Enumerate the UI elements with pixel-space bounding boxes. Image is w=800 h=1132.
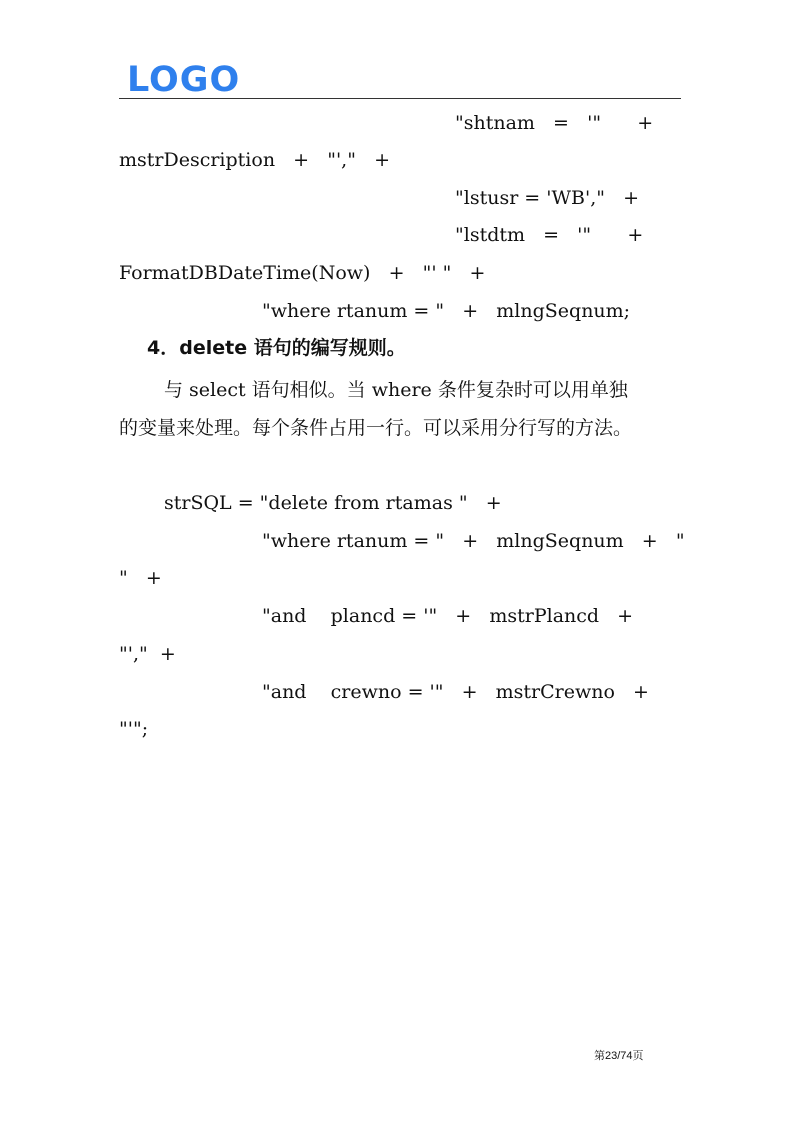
page-number: 第23/74页 <box>594 1050 644 1062</box>
code-line: "where rtanum = " + mlngSeqnum + " <box>262 530 685 552</box>
code-line: strSQL = "delete from rtamas " + <box>164 492 502 514</box>
code-line: " + <box>119 567 162 589</box>
code-line: "'," + <box>119 643 176 665</box>
section-heading: 4．delete 语句的编写规则。 <box>147 337 406 359</box>
code-line: "and crewno = '" + mstrCrewno + <box>262 681 649 703</box>
code-line: "and plancd = '" + mstrPlancd + <box>262 605 634 627</box>
code-line: mstrDescription + "'," + <box>119 149 391 171</box>
code-line: "lstdtm = '" + <box>455 224 644 246</box>
paragraph-line: 与 select 语句相似。当 where 条件复杂时可以用单独 <box>164 379 628 401</box>
paragraph-line: 的变量来处理。每个条件占用一行。可以采用分行写的方法。 <box>119 417 633 439</box>
code-line: "lstusr = 'WB'," + <box>455 187 640 209</box>
code-line: FormatDBDateTime(Now) + "' " + <box>119 262 486 284</box>
code-line: "'"; <box>119 718 149 740</box>
code-line: "shtnam = '" + <box>455 112 654 134</box>
header-rule <box>119 98 681 99</box>
code-line: "where rtanum = " + mlngSeqnum; <box>262 300 631 322</box>
logo: LOGO <box>127 60 241 100</box>
